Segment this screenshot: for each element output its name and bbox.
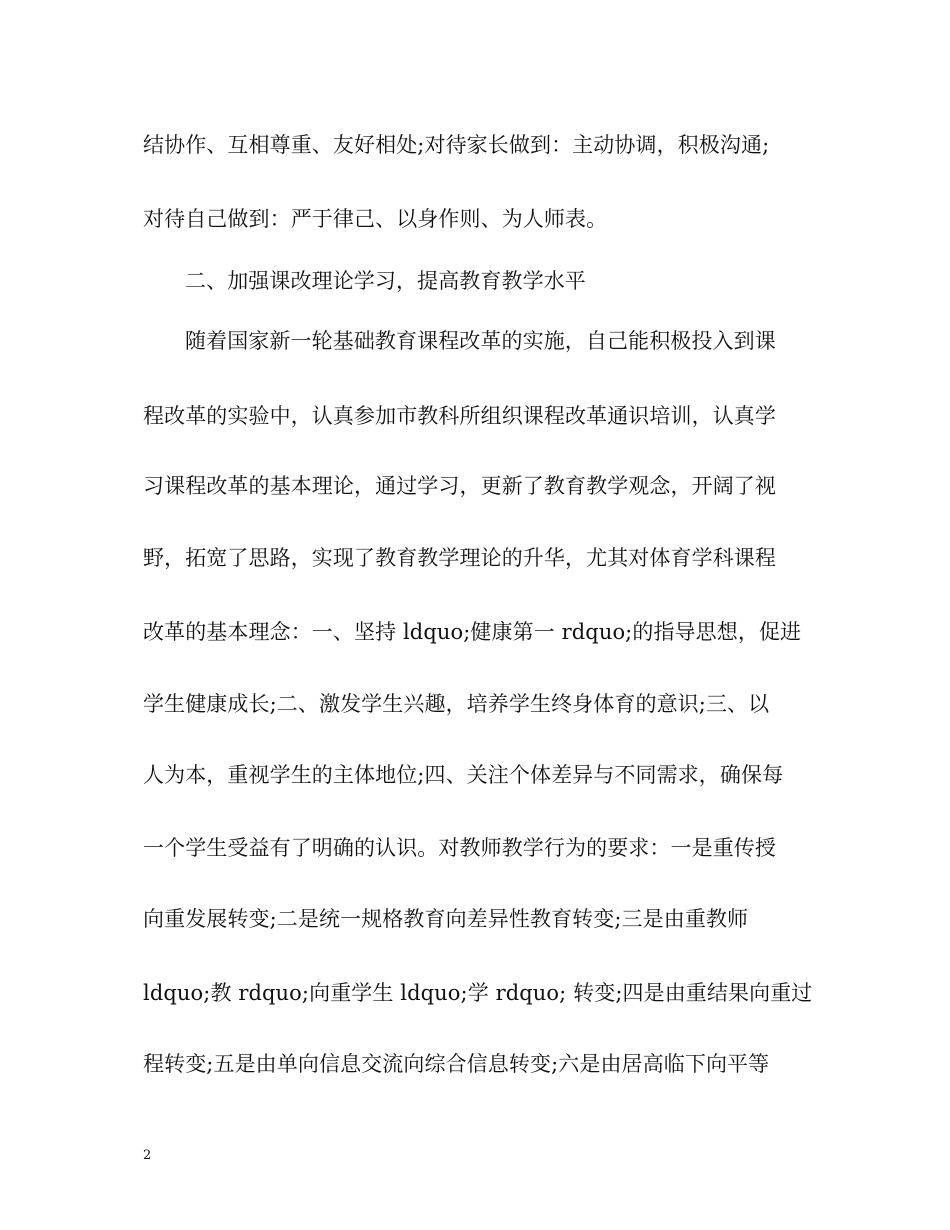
text-line: 学生健康成长;二、激发学生兴趣，培养学生终身体育的意识;三、以: [143, 692, 770, 716]
text-line: 习课程改革的基本理论，通过学习，更新了教育教学观念，开阔了视: [143, 474, 776, 498]
text-line: 结协作、互相尊重、友好相处;对待家长做到：主动协调，积极沟通;: [143, 133, 770, 157]
text-line: 程转变;五是由单向信息交流向综合信息转变;六是由居高临下向平等: [143, 1052, 770, 1076]
text-line: 程改革的实验中，认真参加市教科所组织课程改革通识培训，认真学: [143, 404, 776, 428]
text-line: 一个学生受益有了明确的认识。对教师教学行为的要求：一是重传授: [143, 836, 776, 860]
text-line: 对待自己做到：严于律己、以身作则、为人师表。: [143, 207, 608, 231]
text-line: ldquo;教 rdquo;向重学生 ldquo;学 rdquo; 转变;四是由重结果向重过: [143, 981, 813, 1005]
section-heading: 二、加强课改理论学习，提高教育教学水平: [185, 269, 586, 293]
text-line: 向重发展转变;二是统一规格教育向差异性教育转变;三是由重教师: [143, 907, 749, 931]
paragraph-first-line: 随着国家新一轮基础教育课程改革的实施，自己能积极投入到课: [185, 329, 776, 353]
text-line: 野，拓宽了思路，实现了教育教学理论的升华，尤其对体育学科课程: [143, 546, 776, 570]
page-number: 2: [143, 1148, 152, 1163]
text-line: 人为本，重视学生的主体地位;四、关注个体差异与不同需求，确保每: [143, 763, 784, 787]
text-line: 改革的基本理念：一、坚持 ldquo;健康第一 rdquo;的指导思想，促进: [143, 620, 802, 644]
